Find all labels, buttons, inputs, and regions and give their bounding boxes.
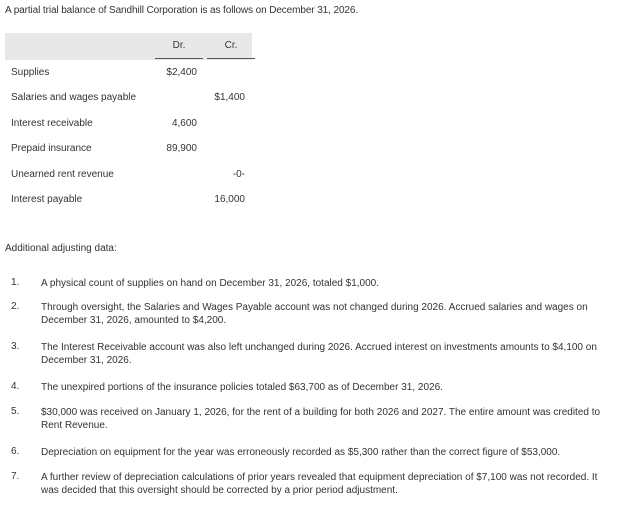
- trial-balance-table: [5, 33, 252, 212]
- table-row: [5, 85, 252, 110]
- credit-amount: 16,000: [214, 193, 245, 205]
- table-row: [5, 162, 252, 187]
- debit-amount: $2,400: [166, 67, 197, 78]
- item-text: A physical count of supplies on hand on December 31, 2026, totaled $1,000.: [41, 278, 380, 289]
- item-text: Depreciation on equipment for the year was erroneously recorded as $5,300 rather than the correct figure of $53,000.: [41, 447, 561, 458]
- item-text: A further review of depreciation calculations of prior years revealed that equipment depreciation of $7,100 was not recorded. It was decided that this oversight should be corrected by a prior period adjustment.: [41, 472, 598, 496]
- account-name: Prepaid insurance: [11, 143, 92, 155]
- item-number: 5.: [11, 406, 20, 417]
- account-name: Supplies: [11, 67, 50, 78]
- item-text: Through oversight, the Salaries and Wages Payable account was not changed during 2026. Accrued salaries and wages on December 31, 2026, amounted to $4,200.: [41, 302, 588, 326]
- item-number: 6.: [11, 446, 20, 457]
- table-header: [5, 33, 252, 60]
- debit-amount: 89,900: [166, 143, 197, 155]
- item-text: The Interest Receivable account was also left unchanged during 2026. Accrued interest on investments amounts to $4,100 on December 31, 2026.: [41, 342, 597, 366]
- header-debit: Dr.: [172, 40, 186, 51]
- header-underline: [207, 58, 255, 59]
- account-name: Unearned rent revenue: [11, 168, 114, 180]
- credit-amount: -0-: [232, 168, 245, 180]
- item-number: 3.: [11, 341, 20, 352]
- table-row: [5, 111, 252, 136]
- header-underline: [155, 58, 203, 59]
- table-row: [5, 187, 252, 212]
- item-text: $30,000 was received on January 1, 2026, for the rent of a building for both 2026 and 2027. The entire amount was credited to Rent Revenue.: [41, 407, 601, 431]
- item-number: 7.: [11, 471, 20, 482]
- additional-data-label: Additional adjusting data:: [5, 243, 117, 254]
- item-number: 1.: [11, 277, 20, 288]
- item-number: 4.: [11, 381, 20, 392]
- account-name: Interest receivable: [11, 117, 93, 129]
- debit-amount: 4,600: [171, 117, 197, 129]
- header-credit: Cr.: [224, 40, 238, 51]
- account-name: Interest payable: [11, 193, 83, 205]
- account-name: Salaries and wages payable: [11, 92, 137, 104]
- table-row: [5, 60, 252, 85]
- table-row: [5, 136, 252, 161]
- credit-amount: $1,400: [214, 92, 245, 104]
- item-number: 2.: [11, 301, 20, 312]
- problem-intro: A partial trial balance of Sandhill Corporation is as follows on December 31, 2026.: [5, 5, 359, 16]
- item-text: The unexpired portions of the insurance policies totaled $63,700 as of December 31, 2026.: [41, 382, 443, 393]
